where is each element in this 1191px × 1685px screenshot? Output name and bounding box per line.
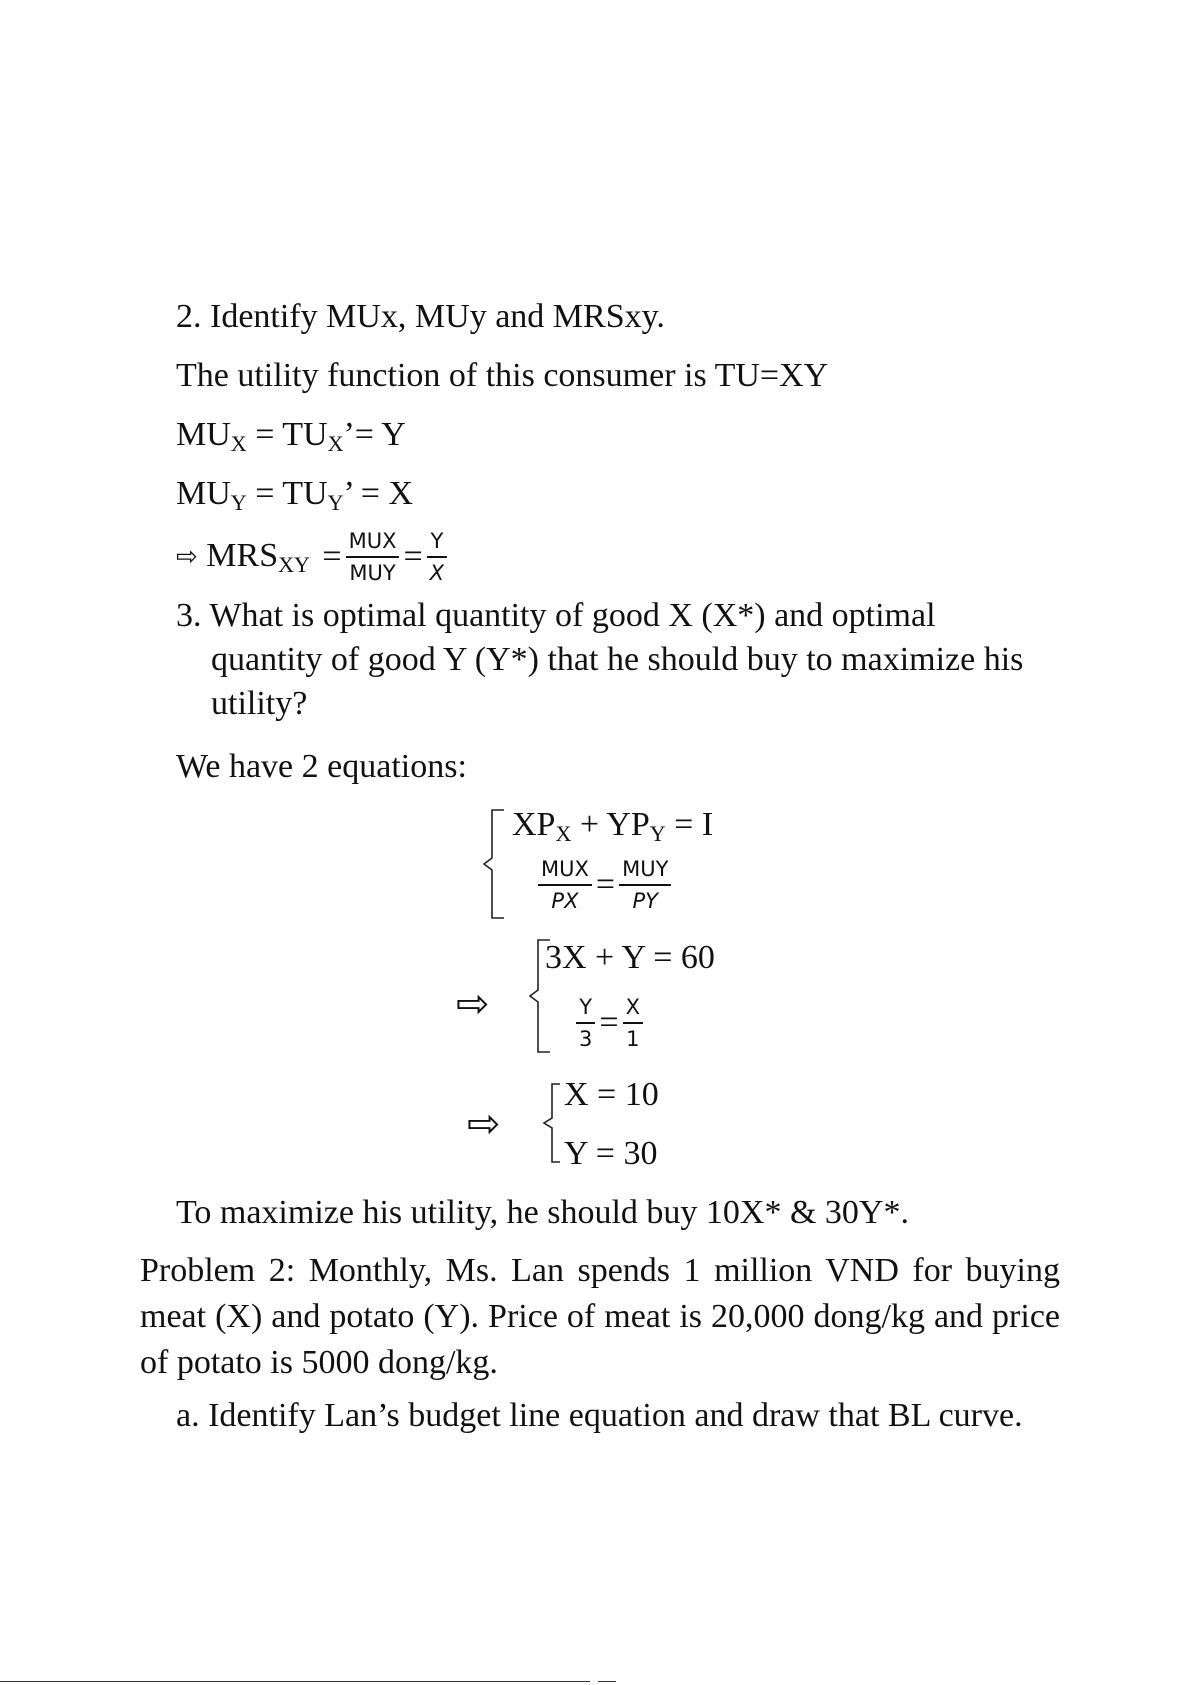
y-solution: Y = 30 <box>564 1135 658 1172</box>
q3-line-3: utility? <box>211 685 308 722</box>
ratio-condition: $\frac{Y}{3}$ = $\frac{X}{1}$ <box>576 996 643 1050</box>
system-3-brace <box>530 1082 562 1164</box>
system-1-brace <box>466 808 506 920</box>
implies-arrow-icon: ⇨ <box>176 542 198 573</box>
budget-equation: $XP_X + YP_Y = I$ <box>512 806 714 846</box>
implies-arrow-2-icon: ⇨ <box>456 981 490 1027</box>
muy-equation: $MU_Y = TU_Y$’ = X <box>176 475 413 515</box>
mrs-equation: ⇨ $MRS_{XY}$ = $\frac{\text{MUX}}{\text{MUY}}$ = $\frac{Y}{X}$ <box>176 530 447 584</box>
problem-2-text: Problem 2: Monthly, Ms. Lan spends 1 million VND for buying meat (X) and potato (Y). Price of meat is 20,000 dong/kg and price of potato is 5000 dong/kg. <box>140 1252 1060 1381</box>
problem-2-part-a: a. Identify Lan’s budget line equation and draw that BL curve. <box>176 1397 1023 1434</box>
mrs-fraction-2: $\frac{Y}{X}$ <box>427 530 447 584</box>
utility-function-text: The utility function of this consumer is TU=XY <box>176 357 829 394</box>
mrs-fraction-1: $\frac{\text{MUX}}{\text{MUY}}$ <box>346 530 400 584</box>
footer-rule <box>0 1681 590 1682</box>
implies-arrow-3-icon: ⇨ <box>467 1101 501 1147</box>
q2-heading: 2. Identify MUx, MUy and MRSxy. <box>176 298 665 335</box>
mux-equation: $MU_X$ = $TU_X’= Y$ <box>176 416 406 456</box>
q3-line-1: 3. What is optimal quantity of good X (X*) and optimal <box>176 597 936 634</box>
q3-line-2: quantity of good Y (Y*) that he should buy to maximize his <box>211 641 1024 678</box>
optimality-condition: $\frac{\text{MUX}}{PX}$ = $\frac{\text{MUY}}{PY}$ <box>538 858 671 912</box>
footer-rule-segment <box>598 1681 616 1682</box>
q3-conclusion: To maximize his utility, he should buy 10X* & 30Y*. <box>176 1194 909 1231</box>
budget-equation-numeric: 3X + Y = 60 <box>545 939 715 976</box>
q3-intro: We have 2 equations: <box>176 748 467 785</box>
x-solution: X = 10 <box>564 1076 659 1113</box>
